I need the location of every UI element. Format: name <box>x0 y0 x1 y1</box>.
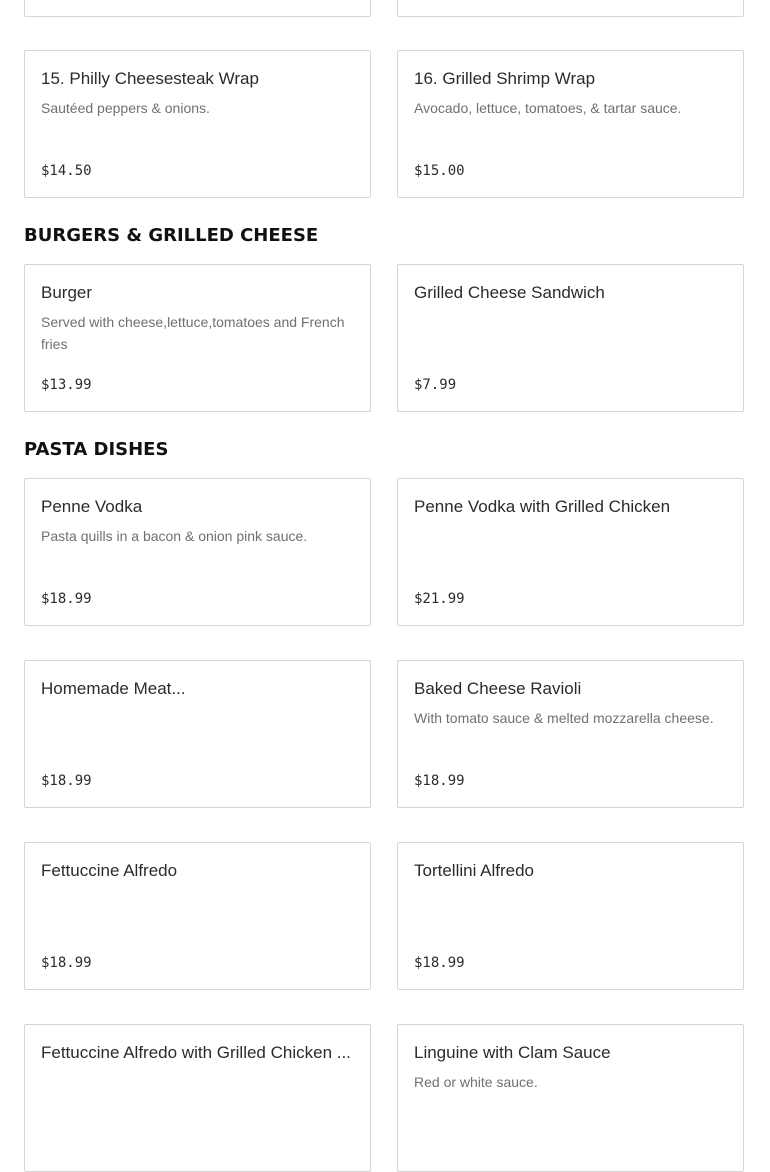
menu-item-price: $14.50 <box>41 163 92 179</box>
menu-item-price: $13.99 <box>41 377 92 393</box>
menu-item-name: 16. Grilled Shrimp Wrap <box>414 69 596 88</box>
menu-item-description: Pasta quills in a bacon & onion pink sauce. <box>41 528 308 544</box>
menu-item-card[interactable] <box>397 0 744 17</box>
menu-item-name: Fettuccine Alfredo with Grilled Chicken ... <box>41 1043 351 1062</box>
menu-item-name: 15. Philly Cheesesteak Wrap <box>41 69 259 88</box>
menu-item-description: Avocado, lettuce, tomatoes, & tartar sauce. <box>414 100 682 116</box>
menu-item-card[interactable] <box>24 0 371 17</box>
menu-item-description: Sautéed peppers & onions. <box>41 100 210 116</box>
menu-item-description: Red or white sauce. <box>414 1074 538 1090</box>
menu-item-card[interactable] <box>397 50 744 198</box>
menu-item-card[interactable] <box>397 478 744 626</box>
menu-item-price: $18.99 <box>414 955 465 971</box>
menu-item-card[interactable] <box>397 660 744 808</box>
menu-item-description: With tomato sauce & melted mozzarella cheese. <box>414 710 714 726</box>
menu-item-price: $18.99 <box>41 955 92 971</box>
menu-item-name: Fettuccine Alfredo <box>41 861 178 880</box>
menu-item-card[interactable] <box>397 1024 744 1172</box>
menu-item-card[interactable] <box>24 660 371 808</box>
menu-item-name: Burger <box>41 283 93 302</box>
menu-item-description: Served with cheese,lettuce,tomatoes and French fries <box>41 314 345 352</box>
menu-item-card[interactable] <box>24 842 371 990</box>
section-title-burgers: BURGERS & GRILLED CHEESE <box>24 225 319 246</box>
menu-item-name: Penne Vodka <box>41 497 143 516</box>
menu-item-price: $18.99 <box>41 591 92 607</box>
menu-item-card[interactable] <box>397 842 744 990</box>
menu-item-price: $15.00 <box>414 163 465 179</box>
menu-item-price: $18.99 <box>414 773 465 789</box>
menu-item-card[interactable] <box>24 478 371 626</box>
menu-item-card[interactable] <box>24 264 371 412</box>
menu-item-name: Linguine with Clam Sauce <box>414 1043 611 1062</box>
menu-item-name: Homemade Meat... <box>41 679 186 698</box>
menu-item-card[interactable] <box>397 264 744 412</box>
menu-item-name: Penne Vodka with Grilled Chicken <box>414 497 671 516</box>
section-title-pasta: PASTA DISHES <box>24 439 169 460</box>
menu-item-card[interactable] <box>24 50 371 198</box>
menu-item-name: Baked Cheese Ravioli <box>414 679 582 698</box>
menu-item-price: $7.99 <box>414 377 457 393</box>
menu-item-price: $21.99 <box>414 591 465 607</box>
menu-item-name: Tortellini Alfredo <box>414 861 535 880</box>
menu-item-price: $18.99 <box>41 773 92 789</box>
menu-item-card[interactable] <box>24 1024 371 1172</box>
menu-item-name: Grilled Cheese Sandwich <box>414 283 605 302</box>
